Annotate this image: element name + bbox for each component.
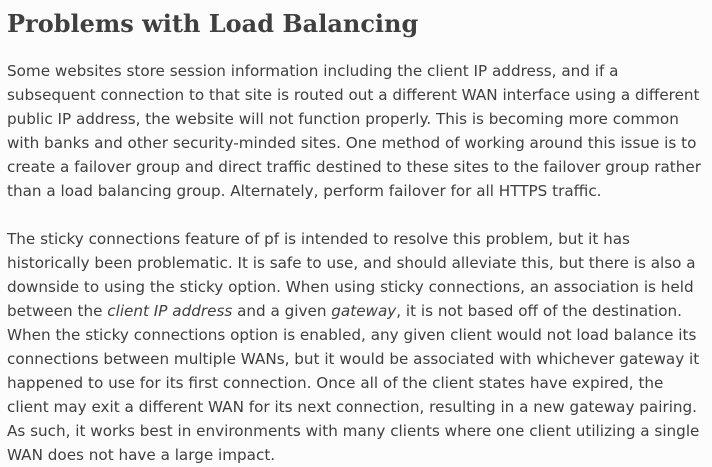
emphasis-gateway: gateway [331,302,397,320]
paragraph-session-info: Some websites store session information including the client IP address, and if a subsequent connection to that site is routed out a different WAN interface using a different public IP address, the website will not function properly. This is becoming more common with banks and other security-minded sites. One method of working around this issue is to create a failover group and direct traffic destined to these sites to the failover group rather than a load balancing group. Alternately, perform failover for all HTTPS traffic. [7,62,701,200]
paragraph-text: , it is not based off of the destination. When the sticky connections option is enabled, any given client would not load balance its connections between multiple WANs, but it would be associated with whichever gateway it happened to use for its first connection. Once all of the client states have expired, the client may exit a different WAN for its next connection, resulting in a new gateway pairing. As such, it works best in environments with many clients where one client utilizing a single WAN does not have a large impact. [7,302,700,464]
paragraph-text: and a given [232,302,332,320]
emphasis-client-ip: client IP address [107,302,233,320]
paragraph-sticky-connections [7,227,707,467]
section-heading: Problems with Load Balancing [7,9,419,38]
paragraph-text: The sticky connections feature of pf is intended to resolve this problem, but it has historically been problematic. It is safe to use, and should alleviate this, but there is also a downside to using the sticky option. When using sticky connections, an association is held between the [7,230,696,320]
